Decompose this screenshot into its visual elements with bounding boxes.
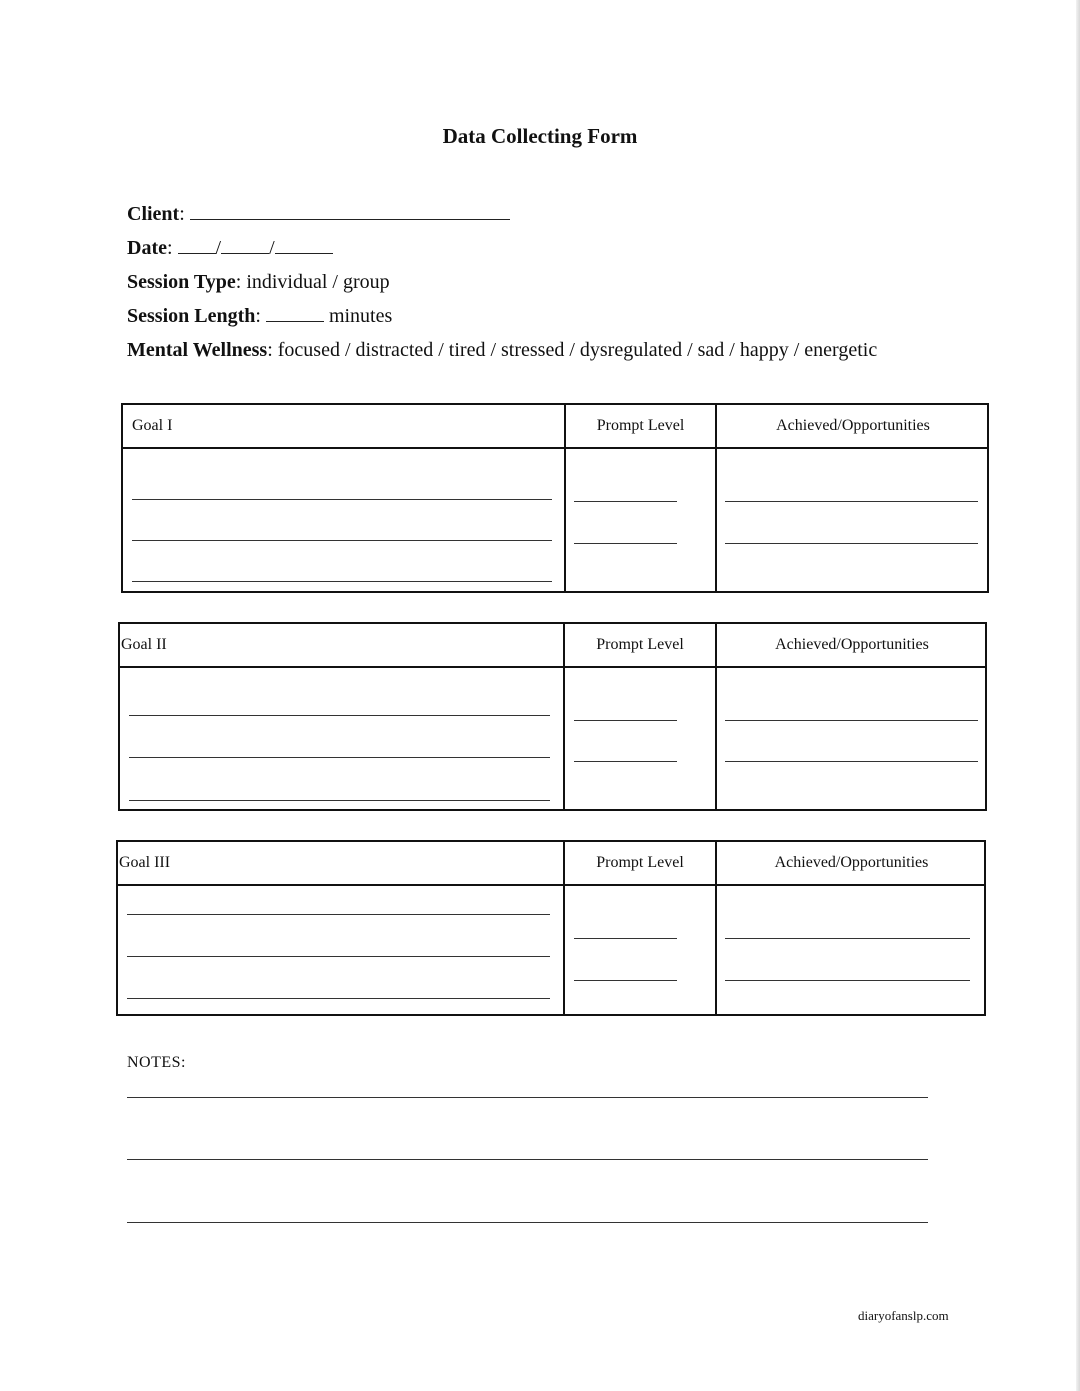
goal-1-label: Goal I [132, 417, 173, 434]
date-day-line[interactable] [221, 235, 269, 254]
goal-2-prompt-header: Prompt Level [596, 636, 684, 653]
goal-3-prompt-line[interactable] [574, 938, 677, 939]
goal-2-goal-line[interactable] [129, 715, 550, 716]
client-label: Client [127, 203, 180, 225]
mental-wellness-options[interactable]: focused / distracted / tired / stressed / dysregulated / sad / happy / energetic [277, 339, 878, 361]
session-type-field: Session Type: individual / group [127, 271, 390, 293]
goal-3-goal-line[interactable] [127, 998, 550, 999]
goal-2-achieved-line[interactable] [725, 720, 978, 721]
goal-3-achieved-line[interactable] [725, 980, 970, 981]
client-field: Client: [127, 201, 510, 227]
date-label: Date [127, 237, 167, 259]
goal-2-goal-line[interactable] [129, 757, 550, 758]
session-type-label: Session Type [127, 271, 236, 293]
goal-3-goal-line[interactable] [127, 914, 550, 915]
goal-1-achieved-line[interactable] [725, 501, 978, 502]
notes-line[interactable] [127, 1222, 928, 1223]
mental-wellness-label: Mental Wellness [127, 339, 268, 361]
goal-3-label: Goal III [119, 854, 171, 871]
mental-wellness-field: Mental Wellness: focused / distracted / tired / stressed / dysregulated / sad / happy / energetic [127, 339, 878, 361]
goal-3-achieved-header: Achieved/Opportunities [774, 854, 929, 871]
goal-3-prompt-line[interactable] [574, 980, 677, 981]
goal-1-achieved-header: Achieved/Opportunities [776, 417, 930, 434]
goal-1-goal-line[interactable] [132, 581, 552, 582]
goal-1-goal-line[interactable] [132, 540, 552, 541]
goal-2-achieved-header: Achieved/Opportunities [775, 636, 929, 653]
goal-3-prompt-header: Prompt Level [596, 854, 684, 871]
notes-line[interactable] [127, 1097, 928, 1098]
goal-1-prompt-header: Prompt Level [596, 417, 685, 434]
goal-2-prompt-line[interactable] [574, 761, 677, 762]
goal-1-prompt-line[interactable] [574, 543, 677, 544]
session-length-input-line[interactable] [266, 303, 324, 322]
form-title: Data Collecting Form [442, 124, 638, 148]
goal-2-goal-line[interactable] [129, 800, 550, 801]
session-length-unit: minutes [328, 305, 393, 327]
session-type-options[interactable]: individual / group [246, 271, 390, 293]
goal-3-achieved-line[interactable] [725, 938, 970, 939]
goal-2-label: Goal II [121, 636, 167, 653]
goal-1-goal-line[interactable] [132, 499, 552, 500]
session-length-label: Session Length [127, 305, 256, 327]
goal-2-achieved-line[interactable] [725, 761, 978, 762]
goal-2-prompt-line[interactable] [574, 720, 677, 721]
goal-1-prompt-line[interactable] [574, 501, 677, 502]
date-month-line[interactable] [178, 235, 216, 254]
goal-1-achieved-line[interactable] [725, 543, 978, 544]
goal-1-table [121, 403, 989, 593]
goal-2-table [118, 622, 987, 811]
session-length-field: Session Length: minutes [127, 305, 393, 327]
goal-3-goal-line[interactable] [127, 956, 550, 957]
client-input-line[interactable] [190, 201, 510, 220]
goal-3-table [116, 840, 986, 1016]
page-edge-shadow [1076, 0, 1080, 1391]
date-field: Date: / / [127, 235, 333, 261]
date-year-line[interactable] [275, 235, 333, 254]
notes-label: NOTES: [127, 1054, 186, 1071]
notes-line[interactable] [127, 1159, 928, 1160]
footer-website: diaryofanslp.com [858, 1308, 949, 1323]
